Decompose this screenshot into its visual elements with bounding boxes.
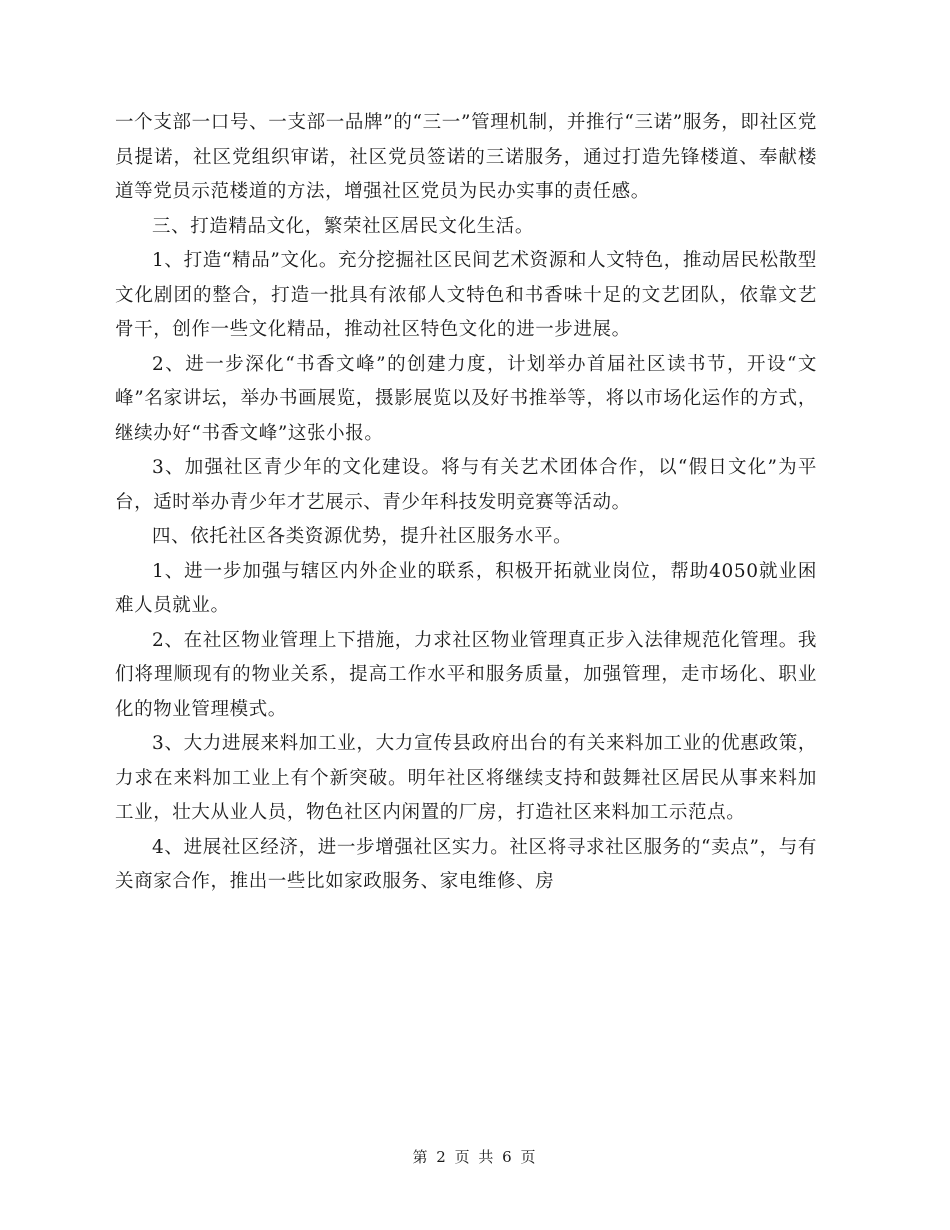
- page-footer: 第 2 页 共 6 页: [412, 1148, 538, 1166]
- paragraph-4-1: 1、进一步加强与辖区内外企业的联系，积极开拓就业岗位，帮助4050就业困难人员就业。: [115, 560, 817, 616]
- document-body: [115, 106, 817, 900]
- paragraph-3-1: 1、打造“精品”文化。充分挖掘社区民间艺术资源和人文特色，推动居民松散型文化剧团的整合，打造一批具有浓郁人文特色和书香味十足的文艺团队，依靠文艺骨干，创作一些文化精品，推动社区特色文化的进一步进展。: [115, 250, 817, 340]
- section-heading-4: 四、依托社区各类资源优势，提升社区服务水平。: [152, 526, 573, 547]
- paragraph-4-2: 2、在社区物业管理上下措施，力求社区物业管理真正步入法律规范化管理。我们将理顺现有的物业关系，提高工作水平和服务质量，加强管理，走市场化、职业化的物业管理模式。: [115, 629, 817, 720]
- paragraph-4-4: 4、进展社区经济，进一步增强社区实力。社区将寻求社区服务的“卖点”，与有关商家合作，推出一些比如家政服务、家电维修、房: [115, 836, 817, 892]
- paragraph-3-2: 2、进一步深化“书香文峰”的创建力度，计划举办首届社区读书节，开设“文峰”名家讲坛，举办书画展览，摄影展览以及好书推举等，将以市场化运作的方式，继续办好“书香文峰”这张小报。: [115, 353, 817, 444]
- paragraph-4-3: 3、大力进展来料加工业，大力宣传县政府出台的有关来料加工业的优惠政策，力求在来料加工业上有个新突破。明年社区将继续支持和鼓舞社区居民从事来料加工业，壮大从业人员，物色社区内闲置的厂房，打造社区来料加工示范点。: [115, 733, 817, 823]
- paragraph-3-3: 3、加强社区青少年的文化建设。将与有关艺术团体合作，以“假日文化”为平台，适时举办青少年才艺展示、青少年科技发明竞赛等活动。: [115, 457, 817, 513]
- paragraph-continuation: 一个支部一口号、一支部一品牌”的“三一”管理机制，并推行“三诺”服务，即社区党员提诺，社区党组织审诺，社区党员签诺的三诺服务，通过打造先锋楼道、奉献楼道等党员示范楼道的方法，增强社区党员为民办实事的责任感。: [115, 112, 817, 202]
- section-heading-3: 三、打造精品文化，繁荣社区居民文化生活。: [152, 215, 535, 237]
